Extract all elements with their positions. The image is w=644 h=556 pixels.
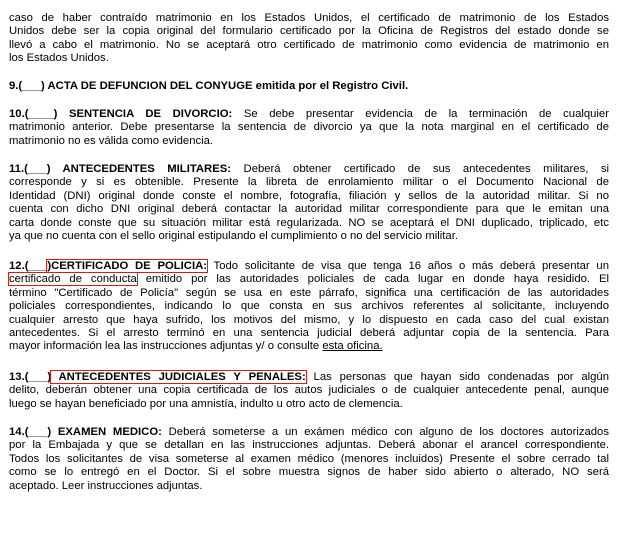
item-14 [9,426,609,493]
item-number: 11. [9,163,25,175]
text-line: Unidos debe ser la copia original del formulario certificado por la Oficina de Registros del estado donde se [9,25,609,38]
text-line: policiales correspondientes, indicando lo que consta en sus archivos referentes al solicitante, incluyendo [9,300,609,313]
text-line: corresponde y si es obtenible. Presente la libreta de enrolamiento militar o el Documento Nacional de [9,176,609,189]
item-number: 9. [9,80,19,92]
text-line: matrimonio no es válida como evidencia. [9,134,214,147]
text-line: caso de haber contraído matrimonio en los Estados Unidos, el certificado de matrimonio de los Estados [9,12,609,24]
text-line: Se debe presentar evidencia de la terminación de cualquier [232,108,609,120]
checkbox-blank: (____) [24,108,58,120]
item-title: ACTA DE DEFUNCION DEL CONYUGE emitida por el Registro Civil. [44,80,409,92]
item-number: 14. [9,426,25,438]
text-line: mayor información lea las instrucciones adjuntas y/ o consulte [9,340,323,353]
office-link[interactable]: esta oficina. [322,340,383,353]
text-line: matrimonio anterior. Debe presentarse la sentencia de divorcio ya que la nota marginal en el certificado de [9,121,609,134]
checkbox-blank: (___ [24,260,48,272]
checkbox-blank: (___) [24,163,51,175]
item-title: ANTECEDENTES MILITARES: [50,163,232,175]
text-line: como se lo entregó en el Doctor. Si el sobre muestra signos de haber sido abierto o alterado, NO será [9,466,609,479]
text-line: Las personas que hayan sido condenadas por algún [305,371,609,383]
text-line: delito, deberán obtener una copia certificada de los autos judiciales o de cualquier antecedente penal, aunque [9,384,609,397]
text-line: ya que no cuenta con el sello original estipulando el cumplimiento o no del servicio militar. [9,230,458,243]
text-line: Todos los solicitantes de visa someterse al examen médico (menores incluidos) Presente el sobre cerrado tal [9,452,609,465]
text-line: cualquier arresto que haya sufrido, los motivos del mismo, y lo dispuesto en cada caso del cual existan [9,313,609,326]
text-line: término "Certificado de Policía" según se usa en este párrafo, significa una certificación de las autoridades [9,286,609,299]
text-line: luego se hayan beneficiado por una amnistía, indulto u otro acto de clemencia. [9,397,403,410]
checkbox-blank: (___) [24,371,52,383]
checkbox-blank: (___) [18,80,45,92]
item-title: EXAMEN MEDICO: [51,426,162,438]
text-line: llevó a cabo el matrimonio. No se aceptará otro certificado de matrimonio como evidencia de matrimonio en [9,38,609,51]
highlighted-phrase: certificado de conducta [9,273,137,286]
text-line: emitido por las autoridades policiales de cada lugar en donde haya residido. El [136,273,609,286]
item-number: 12. [9,260,25,272]
item-title-highlighted: )CERTIFICADO DE POLICIA: [47,260,208,272]
item-title: SENTENCIA DE DIVORCIO: [57,108,233,120]
item-9 [9,80,609,93]
text-line: Deberá someterse a un exámen médico con alguno de los doctores autorizados [161,426,609,438]
item-13 [9,371,609,411]
text-line: antecedentes. Si el arresto terminó en una sentencia judicial deberá adjuntar copia de la sentencia. Para [9,327,609,340]
text-line: Identidad (DNI) original donde conste el nombre, fotografía, filiación y sellos de la autoridad militar. Si no [9,189,609,202]
text-line: por la Embajada y que se detallan en las instrucciones adjuntas. Deberá abonar el arancel correspondiente. [9,439,609,452]
text-line: aceptado. Leer instrucciones adjuntas. [9,479,203,492]
item-title-highlighted: ANTECEDENTES JUDICIALES Y PENALES: [51,371,306,383]
checkbox-blank: (___) [24,426,52,438]
item-10 [9,108,609,148]
intro-paragraph [9,12,609,66]
text-line: los Estados Unidos. [9,52,109,65]
text-line: Todo solicitante de visa que tenga 16 años o más deberá presentar un [207,260,609,272]
item-12 [9,260,609,354]
text-line: cuenta con dicho DNI original deberá contactar la autoridad militar correspondiente para que le emitan una [9,203,609,216]
item-number: 10. [9,108,25,120]
text-line: Deberá obtener certificado de sus antecedentes militares, si [231,163,609,175]
text-line: carta donde conste que su situación militar está regularizada. NO se aceptará el DNI duplicado, triplicado, etc [9,216,609,229]
item-11 [9,163,609,243]
item-number: 13. [9,371,25,383]
